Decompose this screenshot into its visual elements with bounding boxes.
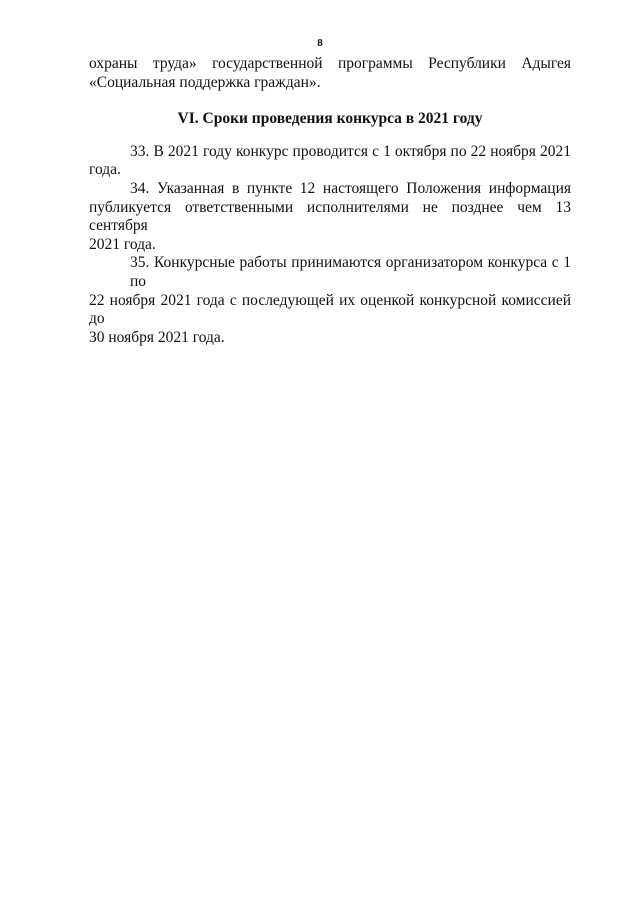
paragraph-33 xyxy=(89,143,571,180)
page-number: 8 xyxy=(317,37,323,49)
intro-line-1: охраны труда» государственной программы Республики Адыгея xyxy=(89,55,571,72)
paragraph-35-line-3: 30 ноября 2021 года. xyxy=(89,328,225,346)
document-body xyxy=(89,55,571,347)
intro-paragraph xyxy=(89,55,571,92)
paragraph-34-line-3: 2021 года. xyxy=(89,235,156,253)
paragraph-34-line-2: публикуется ответственными исполнителями не позднее чем 13 сентября xyxy=(89,198,571,235)
paragraph-35-line-1: 35. Конкурсные работы принимаются организатором конкурса с 1 по xyxy=(130,254,571,290)
paragraph-34-line-1: 34. Указанная в пункте 12 настоящего Положения информация xyxy=(130,179,571,197)
paragraph-33-line-2: года. xyxy=(89,161,121,179)
section-heading: VI. Сроки проведения конкурса в 2021 году xyxy=(177,110,483,128)
paragraph-33-line-1: 33. В 2021 году конкурс проводится с 1 октября по 22 ноября 2021 xyxy=(130,142,571,160)
paragraph-34 xyxy=(89,180,571,254)
paragraph-35-line-2: 22 ноября 2021 года с последующей их оценкой конкурсной комиссией до xyxy=(89,291,571,328)
intro-line-2: «Социальная поддержка граждан». xyxy=(89,73,321,91)
paragraph-35 xyxy=(89,254,571,347)
